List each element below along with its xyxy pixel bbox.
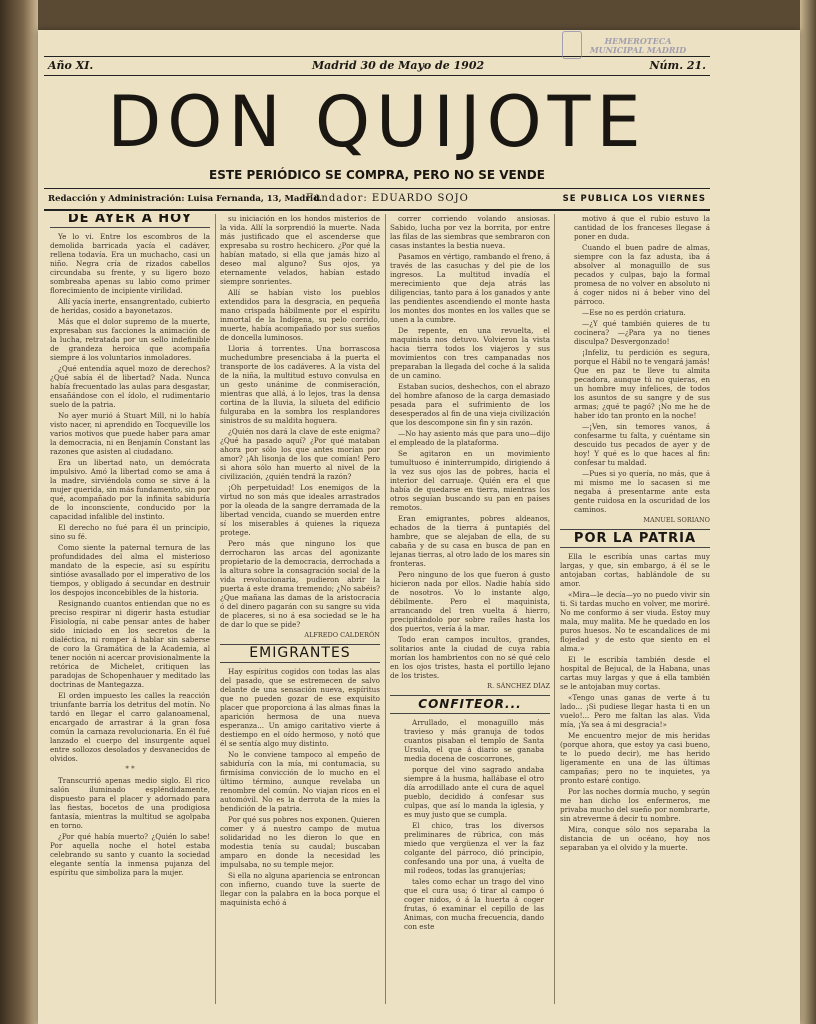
paragraph: Hay espíritus cogidos con todas las alas del pasado, que se estremecen de salvo delante de una sensación nueva, espíritus que no pueden gozar de ese exquisito placer que proporciona á las almas finas la aparición hermosa de una nueva esperanza... Un amigo caritativo vierte á destiempo en el oído hermoso, y notó que él se sentía algo muy distinto.	[220, 667, 380, 748]
paragraph: Pasamos en vértigo, rambando el freno, á través de las casuchas y del pie de los ingresos. La multitud invadía el merecimiento que deja atrás las diligencias, tanto para á los ganados y ante las pendientes ascendiendo el monte hasta los montes dos montes en los valles que se unen a la cumbre.	[390, 252, 550, 324]
article-rule	[560, 529, 710, 530]
paragraph: Como siente la paternal ternura de las profundidades del alma el misterioso mandato de la especie, así su espíritu sintióse avasallado por el imperativo de los tiempos, y obligado á secundar en destruir los despojos inconcebibles de la historia.	[50, 543, 210, 597]
paragraph: Allí yacía inerte, ensangrentado, cubierto de heridas, cosido a bayonetazos.	[50, 297, 210, 315]
paragraph: Se agitaron en un movimiento tumultuoso é ininterrumpido, dirigiendo á la vez sus ojos las de pobres, hacia el interior del carruaje. Quién era el que había de quedarse en tierra, mientras los otros seguían buscando su pan en países remotos.	[390, 449, 550, 512]
paragraph: su iniciación en los hondos misterios de la vida. Allí la sorprendió la muerte. Nada más justificado que el ascenderse que expresaba su rostro hechicero. ¿Por qué la habían matado, si ella que jamás hizo al deseo mal alguno? Sus ojos, ya eternamente velados, habían estado siempre sonrientes.	[220, 214, 380, 286]
masthead-title: DON QUIJOTE	[107, 81, 647, 163]
paragraph: El derecho no fué para él un principio, sino su fé.	[50, 523, 210, 541]
article-signature: R. SÁNCHEZ DÍAZ	[487, 682, 550, 690]
paragraph: Lloria á torrentes. Una borrascosa muchedumbre presenciaba á la puerta el transporte de los cadáveres. A la vista del de la niña, la multitud estuvo convulsa en un gesto unánime de conmiseración, mientras que allá, á lo lejos, tras la densa cortina de la lluvia, la silueta del edificio fulguraba en la sombra los resplandores sinistros de su maldita hoguera.	[220, 344, 380, 425]
column-1	[50, 214, 210, 879]
paragraph: Estaban sucios, deshechos, con el abrazo del hombre afanoso de la carga demasiado pesada para el sufrimiento de los desesperados al fin de una vieja civilización que los descompone sin fin y sin razón.	[390, 382, 550, 427]
paragraph: De repente, en una revuelta, el maquinista nos detuvo. Volvieron la vista hacia tierra todos los viajeros y sus movimientos con tres campanadas nos preparaban la llegada del coche á la salida de un camino.	[390, 326, 550, 380]
issue-year: Año XI.	[48, 59, 94, 72]
paragraph: ¡Oh perpetuidad! Los enemigos de la virtud no son más que ideales arrastrados por la oleada de la sangre derramada de la libertad vencida, cuando se muerden entre sí los miserables á quienes la riqueza protege.	[220, 483, 380, 537]
paragraph: El le escribía también desde el hospital de Bejucal, de la Habana, unas cartas muy largas y que á ella también se le antojaban muy cortas.	[560, 655, 710, 691]
paragraph: —Ese no es perdón criatura.	[582, 308, 686, 317]
title-rule	[220, 662, 380, 663]
title-rule	[560, 547, 710, 548]
issue-number: Núm. 21.	[649, 59, 706, 72]
paragraph: Todo eran campos incultos, grandes, solitarios ante la ciudad de cuya rabia morían los hambrientos con no sé qué celo en los ojos tristes, hasta el portillo lejano de los tristes.	[390, 635, 550, 680]
paragraph: —¿Y qué también quieres de tu cocinera? —¿Para ya no tienes disculpa? Desvergonzado!	[574, 319, 710, 346]
paragraph: porque del vino sagrado andaba siempre á la husma, hallábase el otro día arrodillado ante el cura de aquel pueblo, decidido á confesar sus culpas, que así lo manda la iglesia, y es muy justo que se cumpla.	[404, 765, 544, 819]
paragraph: —No hay asiento más que para uno—dijo el empleado de la plataforma.	[390, 429, 550, 447]
article-body	[220, 667, 380, 907]
article-title: EMIGRANTES	[249, 645, 351, 661]
column-divider	[554, 214, 555, 1004]
paragraph: El chico, tras los diversos preliminares de rúbrica, con más miedo que vergüenza el ver la faz colgante del párroco, dió principio, confesando una por una, á vuelta de mil rodeos, todas las granujerías;	[404, 821, 544, 875]
article-body-closing	[50, 776, 210, 877]
article-body-continued	[390, 214, 550, 680]
paragraph: correr corriendo volando ansiosas. Sabido, lucha por vez la borrita, por entre las filas de las siembras que sembraron con casas instantes la bestia nueva.	[390, 214, 550, 250]
paragraph: ¿Por qué había muerto? ¿Quién lo sabe! Por aquella noche el hotel estaba celebrando su santo y cuanto la sociedad elegante sentía la inmensa pujanza del espíritu que simboliza para la mujer.	[50, 832, 210, 877]
column-2	[220, 214, 380, 909]
paragraph: Si ella no alguna apariencia se entroncan con infierno, cuando tuve la suerte de llegar con la palabra en la boca porque el maquinista echó á	[220, 871, 380, 907]
poem-body	[390, 718, 550, 931]
article-title: POR LA PATRIA	[573, 531, 697, 546]
paragraph: ¿Quién nos dará la clave de este enigma? ¿Qué ha pasado aquí? ¿Por qué mataban ahora por sólo los que antes morían por amor? ¡Ah lisonja de los que comían! Pero si ahora sólo han muerto al nivel de la civilización, ¿quién tendrá la razón?	[220, 427, 380, 481]
article-title: DE AYER A HOY	[67, 214, 193, 226]
article-body-continued	[220, 214, 380, 629]
poem-signature: MANUEL SORIANO	[643, 516, 710, 524]
paragraph: No ayer murió á Stuart Mill, ni lo había visto nacer, ni aprendido en Tocqueville los varios motivos que puede haber para amar la democracia, ni en Benjamín Constant las razones que asisten al ciudadano.	[50, 411, 210, 456]
paragraph: Ella le escribía unas cartas muy largas, y que, sin embargo, á él se le antojaban cortas, hablándole de su amor.	[560, 552, 710, 588]
paragraph: «Tengo unas ganas de verte á tu lado... ¡Si pudiese llegar hasta ti en un vuelo!... Pero me faltan las alas. Vida mía, ¡Ya sea á mi desgracia!»	[560, 693, 710, 729]
paragraph: tales como echar un trago del vino que el cura usa; ó tirar al campo ó coger nidos, ó á la huerta á coger frutas, ó examinar el cepillo de las Animas, con mucha frecuencia, dando con este	[404, 877, 544, 931]
paragraph: Arrullado, el monaguillo más travieso y más granuja de todos cuantos pisaban el templo de Santa Ursula, el que á diario se ganaba media docena de coscorrones,	[404, 718, 544, 763]
masthead-subtitle: ESTE PERIÓDICO SE COMPRA, PERO NO SE VENDE	[209, 168, 545, 182]
paragraph: ¡Infeliz, tu perdición es segura, porque el Hábil no te vengará jamás! Que en paz te lleve tu almita pecadora, aunque tú no quieras, en un hombre muy infelices, de todos los asuntos de su sangre y de sus armas; ¿qué te pagó? ¡No me he de haber ido tan pronto en la noche!	[574, 348, 710, 420]
title-rule	[390, 713, 550, 714]
paragraph: Me encuentro mejor de mis heridas (porque ahora, que estoy ya casi bueno, te lo puedo decir), me has herido ligeramente en una de las últimas campañas; pero no te inquietes, ya pronto estaré contigo.	[560, 731, 710, 785]
book-binding-left	[0, 0, 38, 1024]
article-title: CONFITEOR...	[418, 697, 522, 711]
poem-body-more	[560, 348, 710, 514]
section-separator: * *	[125, 765, 135, 773]
paragraph: Transcurrió apenas medio siglo. El rico salón iluminado espléndidamente, dispuesto para el placer y adornado para las fiestas, bocetos de una prodigiosa fantasía, mientras la multitud se agolpaba en torno.	[50, 776, 210, 830]
seal-icon	[562, 31, 582, 59]
column-3	[390, 214, 550, 933]
founder-text: Fundador: EDUARDO SOJO	[306, 193, 469, 204]
address-text: Redacción y Administración: Luisa Fernanda, 13, Madrid.	[48, 194, 322, 204]
poem-body-continued	[560, 214, 710, 346]
paragraph: —¡Ven, sin temores vanos, á confesarme tu falta, y cuéntame sin descuido tus pecados de ayer y de hoy! Y qué es lo que haces al fin: confesar tu maldad.	[574, 422, 710, 467]
paragraph: Mira, conque sólo nos separaba la distancia de un océano, hoy nos separaban ya el olvido y la muerte.	[560, 825, 710, 852]
column-4	[560, 214, 710, 854]
paragraph: ¿Qué entendía aquel mozo de derechos? ¿Qué sabía él de libertad? Nada. Nunca había frecuentado las aulas para desgastar, ensañándose con el ídolo, el rudimentario suelo de la patria.	[50, 364, 210, 409]
paragraph: —Pues si yo quería, no más, que á mi mismo me lo sacasen si me negaba á presentarme ante esta gente ruidosa en la oscuridad de los caminos.	[574, 469, 710, 514]
paragraph: Eran emigrantes, pobres aldeanos, echados de la tierra á puntapiés del hambre, que se alejaban de ella, de su cabaña y de su casa en busca de pan en lejanas tierras, al otro lado de los mares sin fronteras.	[390, 514, 550, 568]
paragraph: Más que el dolor supremo de la muerte, expresaban sus facciones la animación de la lucha, retratada por un sello indefinible de grandeza heroica que acompaña siempre á los voluntarios inmoladores.	[50, 317, 210, 362]
paragraph: El orden impuesto les calles la reacción triunfante barría los detritus del motín. No tardó en llegar el carro galanoamenal, encargado de arrastrar á la gran fosa común la carnaza revolucionaria. En él fué lanzado el cuerpo del insurgente aquel entre sollozos desolados y desvanecidos de olvidos.	[50, 691, 210, 763]
column-divider	[385, 214, 386, 1004]
info-bar	[44, 188, 710, 211]
article-body	[50, 232, 210, 763]
dateline-bar	[44, 36, 710, 76]
publication-day: SE PUBLICA LOS VIERNES	[562, 194, 706, 204]
title-rule	[50, 227, 210, 228]
paragraph: Resignando cuantos entiendan que no es preciso respirar ni digerir hasta estudiar Fisiología, ni cabe pensar antes de haber sido iniciado en los secretos de la dialéctica, ni romper á hablar sin saberse de coro la Gramática de la Academia, al tener noción ni acercar provisionalmente la retórica de Michelet, critiquen las paradojas de Schopenhauer y meditado las doctrinas de Mantegazza.	[50, 599, 210, 689]
paragraph: Pero más que ninguno los que derrocharon las arcas del agonizante propietario de la democracia, derrochada a la altura sobre la consagración social de la vida revolucionaria, pudieron abrir la puerta á este drama tremendo; ¿No sabéis? ¿Que mañana las damas de la aristocracia ó del dinero pagarán con su sangre su vida de placeres, si no á esa sociedad se le ha de dar lo que se pide?	[220, 539, 380, 629]
article-rule	[390, 695, 550, 696]
paragraph: Cuando el buen padre de almas, siempre con la faz adusta, iba á absolver al monaguillo de sus pecados y culpas, bajo la formal promesa de no volver en absoluto ni á coger nidos ni á beber vino del párroco.	[574, 243, 710, 306]
paragraph: «Mira—le decía—yo no puedo vivir sin ti. Si tardas mucho en volver, me moriré. No me conformo á ser viuda. Estoy muy mala, muy malita. Me he quedado en los puros huesos. No te escandalices de mi flojedad y de esto que siento en el alma.»	[560, 590, 710, 653]
book-binding-right	[800, 0, 816, 1024]
paragraph: Por qué sus pobres nos exponen. Quieren comer y á nuestro campo de mutua solidaridad no les dieron lo que en modestia tenía su caudal; buscaban amparo en donde la necesidad les impulsaba, no su temple mejor.	[220, 815, 380, 869]
paragraph: motivo á que el rubio estuvo la cantidad de los franceses llegase á poner en duda.	[574, 214, 710, 241]
paragraph: Era un libertad nato, un demócrata impulsivo. Amó la libertad como se ama á la madre, sirviéndola como se sirve á la mujer querida, sin más fundamento, sin por qué, acompañado por la infinita sabiduría de lo inconsciente, conducido por la capacidad infalible del instinto.	[50, 458, 210, 521]
article-body	[560, 552, 710, 852]
stamp-text: HEMEROTECA MUNICIPAL MADRID	[589, 36, 687, 55]
article-signature: ALFREDO CALDERÓN	[304, 631, 380, 639]
column-divider	[215, 214, 216, 1004]
paragraph: Ye lo vi. Entre los escombros de la demolida barricada yacía el cadáver, rellena todavía. Era un muchacho, casi un niño. Negra cría de rizados cabellos circundaba su frente, y su ligero bozo sombreaba apenas su labio como primer florecimiento de incipiente virilidad.	[50, 232, 210, 295]
issue-date: Madrid 30 de Mayo de 1902	[312, 59, 485, 72]
paragraph: Por las noches dormía mucho, y según me han dicho los enfermeros, me privaba mucho del sueño por nombrarte, sin atreverme á decir tu nombre.	[560, 787, 710, 823]
paragraph: Pero ninguno de los que fueron á gusto hicieron nada por ellos. Nadie había sido de nosotros. Vo lo instante algo, débilmente. Pero el maquinista, arrancando del tren vuelta á hierro, precipitándolo por sobre raíles hasta los dos puertos, vería á la mar.	[390, 570, 550, 633]
paragraph: No le conviene tampoco al empeño de sabiduría con la mía, mi contumacia, su firmísima convicción de lo mucho en el último término, aunque revelaba un renombre del común. No viajan ricos en el automóvil. No es la derrota de la mies la bendición de la patria.	[220, 750, 380, 813]
library-stamp	[562, 31, 692, 63]
paragraph: Allí se habían visto los pueblos extendidos para la desgracia, en pequeña mano crispada hábilmente por el espíritu inmortal de la Indígena, su pelo corrido, muerte, había acompañado por sus sueños de doncella luminosos.	[220, 288, 380, 342]
